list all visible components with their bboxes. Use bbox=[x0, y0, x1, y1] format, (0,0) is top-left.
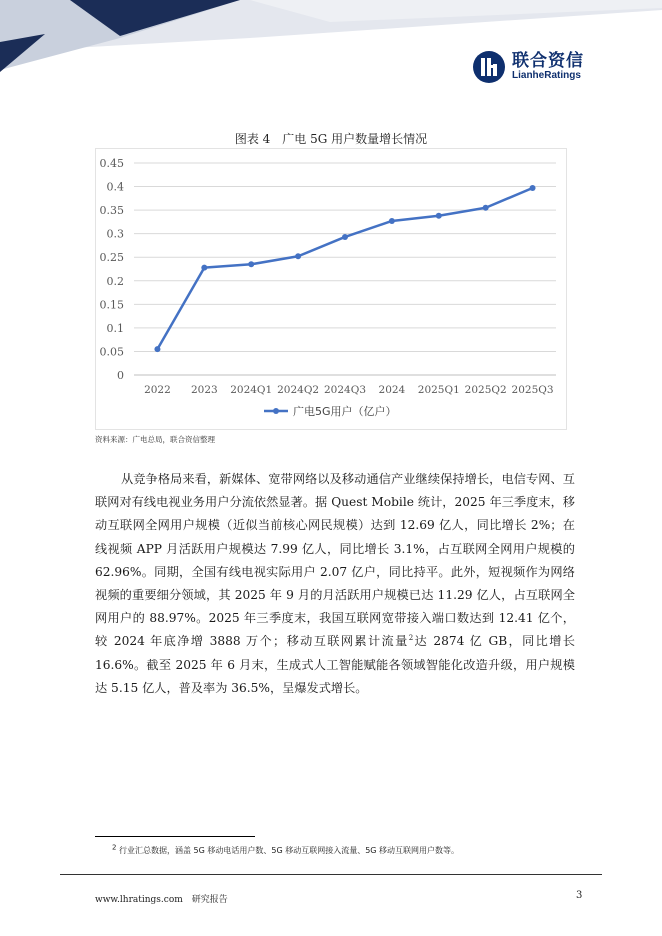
body-text bbox=[95, 468, 575, 700]
x-tick-label: 2025Q1 bbox=[417, 384, 460, 396]
page-number: 3 bbox=[576, 890, 583, 901]
x-tick-label: 2024Q3 bbox=[323, 384, 367, 396]
x-tick-label: 2023 bbox=[190, 384, 218, 396]
data-point bbox=[389, 218, 395, 224]
figure-title: 图表 4 广电 5G 用户数量增长情况 bbox=[234, 132, 428, 146]
y-tick-label: 0 bbox=[117, 369, 124, 382]
paragraph bbox=[95, 468, 575, 700]
data-point bbox=[201, 265, 207, 271]
footnote-ref[interactable]: 2 bbox=[408, 634, 414, 643]
data-point bbox=[530, 185, 536, 191]
data-point bbox=[483, 205, 489, 211]
y-tick-label: 0.25 bbox=[99, 251, 124, 265]
data-point bbox=[342, 234, 348, 240]
y-tick-label: 0.45 bbox=[99, 157, 124, 170]
y-tick-label: 0.35 bbox=[99, 204, 124, 218]
footnote-divider bbox=[95, 836, 255, 837]
paragraph-text-cont: 达 2874 亿 GB，同比增长 16.6%。截至 2025 年 6 月末，生成式人工智能赋能各领域智能化改造升级，用户规模达 5.15 亿人，普及率为 36.5%，呈爆发式增长。 bbox=[95, 634, 575, 695]
company-logo bbox=[472, 50, 584, 84]
chart-container bbox=[95, 148, 567, 430]
data-point bbox=[295, 253, 301, 259]
data-point bbox=[154, 346, 160, 352]
series-line bbox=[157, 188, 532, 349]
footnote bbox=[112, 845, 459, 856]
y-tick-label: 0.4 bbox=[106, 180, 124, 194]
x-tick-label: 2024Q2 bbox=[277, 384, 320, 396]
logo-english-name: LianheRatings bbox=[512, 70, 581, 81]
data-point bbox=[248, 261, 254, 267]
legend-label: 广电5G用户（亿户） bbox=[293, 405, 397, 418]
logo-chinese-name: 联合资信 bbox=[512, 51, 584, 71]
footnote-text: 行业汇总数据，涵盖 5G 移动电话用户数、5G 移动互联网接入流量、5G 移动互联网用户数等。 bbox=[119, 846, 460, 855]
x-tick-label: 2024 bbox=[378, 384, 406, 396]
footer-divider bbox=[60, 874, 602, 875]
x-tick-label: 2025Q3 bbox=[511, 384, 554, 396]
footer-site[interactable]: www.lhratings.com 研究报告 bbox=[95, 895, 228, 905]
figure-source: 资料来源：广电总局，联合资信整理 bbox=[95, 435, 215, 444]
y-tick-label: 0.3 bbox=[106, 227, 124, 241]
lianhe-logo-icon bbox=[472, 50, 506, 84]
data-point bbox=[436, 213, 442, 219]
line-chart bbox=[96, 149, 566, 429]
y-tick-label: 0.15 bbox=[99, 298, 124, 312]
legend-marker bbox=[273, 408, 279, 414]
x-tick-label: 2025Q2 bbox=[464, 384, 507, 396]
footnote-mark: 2 bbox=[112, 843, 117, 852]
y-tick-label: 0.2 bbox=[106, 274, 124, 288]
x-tick-label: 2022 bbox=[144, 384, 171, 396]
x-tick-label: 2024Q1 bbox=[230, 384, 273, 396]
paragraph-text: 从竞争格局来看，新媒体、宽带网络以及移动通信产业继续保持增长，电信专网、互联网对有线电视业务用户分流依然显著。据 Quest Mobile 统计，2025 年三季度末，移动互联网全网用户规模（近似当前核心网民规模）达到 12.69 亿人，同比增长 2%；在线视频 APP 月活跃用户规模达 7.99 亿人，同比增长 3.1%，占互联网全网用户规模的 62.96%。同期，全国有线电视实际用户 2.07 亿户，同比持平。此外，短视频作为网络视频的重要细分领域，其 2025 年 9 月的月活跃用户规模已达 11.29 亿人，占互联网全网用户的 88.97%。2025 年三季度末，我国互联网宽带接入端口数达到 12.41 亿个，较 2024 年底净增 3888 万个；移动互联网累计流量 bbox=[95, 472, 575, 649]
y-tick-label: 0.1 bbox=[106, 321, 124, 335]
y-tick-label: 0.05 bbox=[99, 345, 124, 359]
